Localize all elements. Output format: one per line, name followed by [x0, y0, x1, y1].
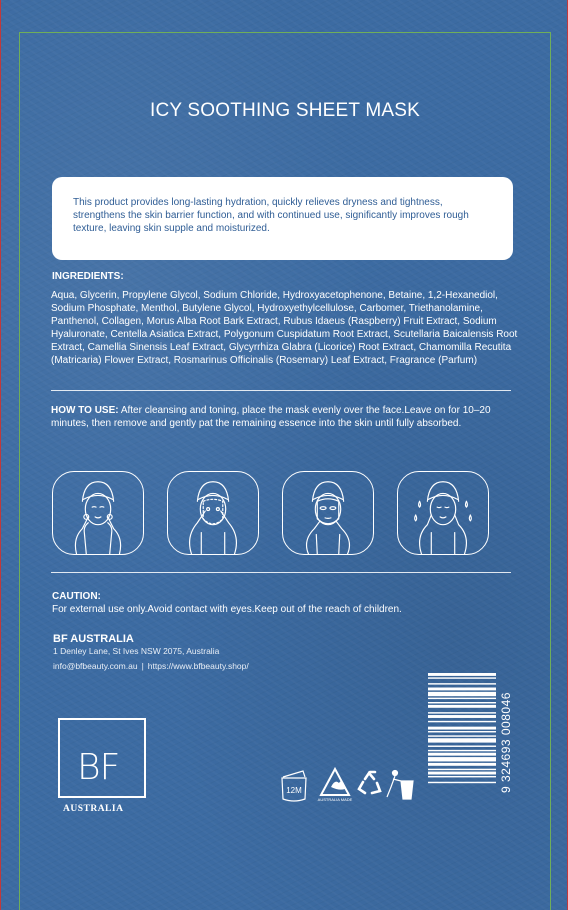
how-to-use-label: HOW TO USE:: [51, 405, 119, 416]
pat-essence-icon: [397, 471, 489, 555]
barcode-bar: [428, 772, 496, 775]
logo-subtitle: AUSTRALIA: [63, 804, 124, 814]
ingredients-label: INGREDIENTS:: [52, 271, 124, 282]
packaging-symbols: [279, 765, 419, 805]
barcode-bar: [428, 688, 496, 691]
barcode-bar: [428, 698, 496, 699]
caution-label: CAUTION:: [52, 591, 101, 602]
barcode-bar: [428, 746, 496, 747]
barcode-bar: [428, 727, 496, 730]
barcode-bar: [428, 750, 496, 751]
contact-separator: |: [141, 661, 144, 671]
how-to-use-text: After cleansing and toning, place the mask evenly over the face.Leave on for 10–20 minutes, then remove and gently pat the remaining essence into the skin until fully absorbed.: [51, 405, 491, 429]
divider: [51, 390, 511, 391]
barcode-bar: [428, 721, 496, 722]
company-website: https://www.bfbeauty.shop/: [147, 661, 249, 671]
barcode-bar: [428, 677, 496, 678]
australia-made-icon: [318, 769, 353, 802]
barcode-bar: [428, 673, 496, 676]
barcode-bar: [428, 738, 496, 742]
barcode-bar: [428, 769, 496, 770]
barcode-bar: [428, 757, 496, 761]
wear-mask-icon: [282, 471, 374, 555]
barcode-bar: [428, 782, 496, 783]
ingredients-text: Aqua, Glycerin, Propylene Glycol, Sodium Chloride, Hydroxyacetophenone, Betaine, 1,2-Hexanediol, Sodium Phosphate, Menthol, Butylene Glycol, Hydroxyethylcellulose, Carbomer, Triethanolamine, Panthenol, Collagen, Morus Alba Root Bark Extract, Rubus Idaeus (Raspberry) Fruit Extract, Sodium Hyaluronate, Centella Asiatica Extract, Polygonum Cuspidatum Root Extract, Scutellaria Baicalensis Root Extract, Camellia Sinensis Leaf Extract, Glycyrrhiza Glabra (Licorice) Root Extract, Chamomilla Recutita (Matricaria) Flower Extract, Rosmarinus Officinalis (Rosemary) Leaf Extract, Fragrance (Parfum): [51, 290, 518, 366]
barcode-bar: [428, 731, 496, 732]
description-text: This product provides long-lasting hydration, quickly relieves dryness and tightness, strengthens the skin barrier function, and with continued use, significantly improves rough texture, leaving skin supple and moisturized.: [73, 197, 469, 234]
pao-label: 12M: [286, 786, 302, 795]
recycle-icon: [359, 772, 380, 793]
bf-logo: [58, 718, 146, 798]
barcode-digits: 9 324693 008046: [499, 692, 513, 794]
barcode-bar: [428, 763, 496, 766]
cleanse-face-icon: [52, 471, 144, 555]
barcode-bar: [428, 753, 496, 756]
caution-text: For external use only.Avoid contact with eyes.Keep out of the reach of children.: [52, 604, 402, 615]
barcode-bar: [428, 705, 496, 708]
barcode-bar: [428, 683, 496, 684]
barcode-bar: [428, 776, 496, 777]
company-name: BF AUSTRALIA: [53, 633, 134, 645]
logo-mark: BF: [77, 747, 120, 788]
divider: [51, 572, 511, 573]
company-address: 1 Denley Lane, St Ives NSW 2075, Australia: [53, 646, 220, 656]
barcode-bar: [428, 715, 496, 718]
how-to-use: [51, 404, 511, 430]
barcode-bar: [428, 692, 496, 696]
barcode-bar: [428, 712, 496, 713]
company-contact: [53, 661, 249, 671]
barcode-bar: [428, 702, 496, 703]
company-email: info@bfbeauty.com.au: [53, 661, 138, 671]
barcode-bar: [428, 735, 496, 736]
tidyman-icon: [387, 771, 413, 800]
pao-12m-icon: [282, 771, 306, 801]
product-title: ICY SOOTHING SHEET MASK: [150, 100, 420, 121]
apply-mask-icon: [167, 471, 259, 555]
description-box: [52, 177, 513, 260]
australia-made-label: AUSTRALIA MADE: [317, 797, 353, 802]
